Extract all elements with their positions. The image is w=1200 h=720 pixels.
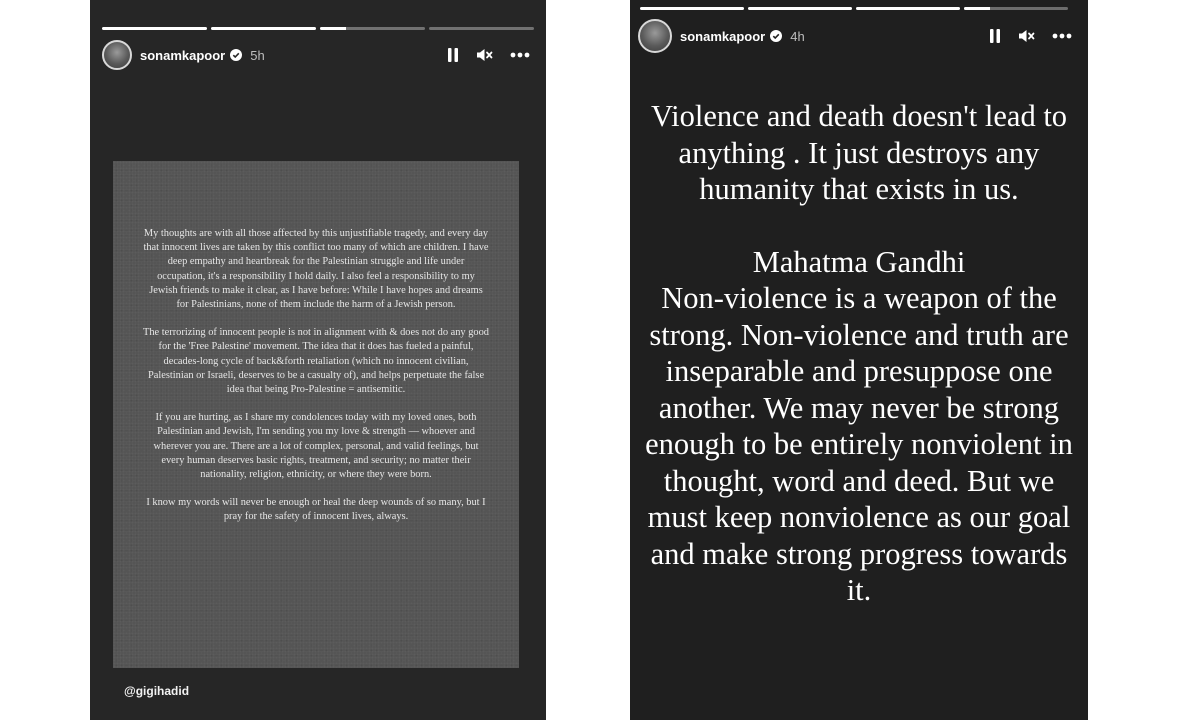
pause-icon[interactable] <box>446 47 460 63</box>
statement-paragraph: My thoughts are with all those affected by this unjustifiable tragedy, and every day that innocent lives are taken by this conflict too many of which are children. I have deep empathy and heartbreak for the Palestinian struggle and life under occupation, it's a responsibility I hold daily. I also feel a responsibility to my Jewish friends to make it clear, as I have before: While I have hopes and dreams for Palestinians, none of them include the harm of a Jewish person. <box>143 228 489 311</box>
verified-badge-icon <box>230 49 242 61</box>
progress-segment <box>211 27 316 30</box>
avatar[interactable] <box>102 40 132 70</box>
statement-paragraph: The terrorizing of innocent people is not in alignment with & does not do any good for the 'Free Palestine' movement. The idea that it does has fueled a painful, decades-long cycle of back&forth retaliation (which no innocent civilian, Palestinian or Israeli, deserves to be a casualty of), and helps perpetuate the false idea that being Pro-Palestine = antisemitic. <box>143 327 489 396</box>
story-progress-bar <box>640 7 1068 10</box>
more-options-icon[interactable] <box>510 52 530 58</box>
quote-body: Non-violence is a weapon of the strong. Non-violence and truth are inseparable and presuppose one another. We may never be strong enough to be entirely nonviolent in thought, word and deed. But we must keep nonviolence as our goal and make strong progress towards it. <box>645 281 1073 607</box>
story-right <box>630 0 1088 720</box>
progress-segment <box>856 7 960 10</box>
mute-icon[interactable] <box>476 47 494 63</box>
story-left <box>90 0 546 720</box>
verified-badge-icon <box>770 30 782 42</box>
progress-segment <box>748 7 852 10</box>
story-quote-text <box>642 98 1076 609</box>
quote-intro: Violence and death doesn't lead to anything . It just destroys any humanity that exists in us. <box>650 99 1068 206</box>
post-time: 5h <box>250 47 265 63</box>
mute-icon[interactable] <box>1018 28 1036 44</box>
more-options-icon[interactable] <box>1052 33 1072 39</box>
progress-segment <box>320 27 425 30</box>
username[interactable]: sonamkapoor <box>140 47 226 63</box>
statement-paragraph: I know my words will never be enough or heal the deep wounds of so many, but I pray for the safety of innocent lives, always. <box>146 497 486 523</box>
progress-segment <box>964 7 1068 10</box>
pause-icon[interactable] <box>988 28 1002 44</box>
progress-segment <box>429 27 534 30</box>
story-header <box>102 38 530 72</box>
mention-link[interactable]: @gigihadid <box>124 684 190 698</box>
username[interactable]: sonamkapoor <box>680 28 766 44</box>
statement-text <box>143 227 489 539</box>
post-time: 4h <box>790 28 805 44</box>
statement-paragraph: If you are hurting, as I share my condolences today with my loved ones, both Palestinian and Jewish, I'm sending you my love & strength — whoever and wherever you are. There are a lot of complex, personal, and valid feelings, but every human deserves basic rights, treatment, and security; no matter their nationality, religion, ethnicity, or where they were born. <box>153 412 479 481</box>
story-header <box>638 19 1072 53</box>
story-controls <box>988 28 1072 44</box>
quote-author: Mahatma Gandhi <box>752 244 966 279</box>
shared-story-card <box>113 161 519 668</box>
progress-segment <box>640 7 744 10</box>
story-controls <box>446 47 530 63</box>
story-progress-bar <box>102 27 534 30</box>
progress-segment <box>102 27 207 30</box>
avatar[interactable] <box>638 19 672 53</box>
